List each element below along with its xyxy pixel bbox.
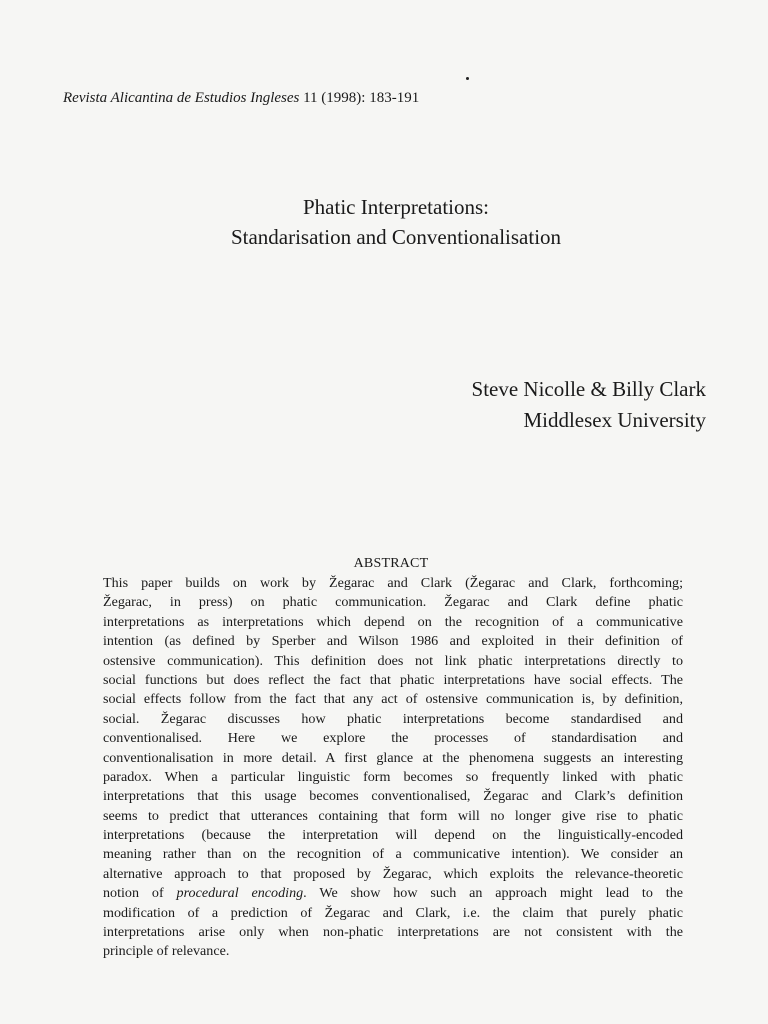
abstract-line-procedural	[103, 884, 683, 903]
scan-speck	[466, 77, 469, 80]
abstract-line: seems to predict that utterances containing that form will no longer give rise to phatic	[103, 807, 683, 824]
abstract-line: social. Žegarac discusses how phatic interpretations become standardised and	[103, 710, 683, 727]
abstract-line: This paper builds on work by Žegarac and Clark (Žegarac and Clark, forthcoming;	[103, 575, 683, 591]
abstract-heading	[0, 556, 768, 572]
abstract-line: modification of a prediction of Žegarac and Clark, i.e. the claim that purely phatic	[103, 904, 683, 921]
author-names: Steve Nicolle & Billy Clark	[471, 377, 706, 401]
abstract-line: ostensive communication). This definition does not link phatic interpretations directly to	[103, 652, 683, 669]
author-affiliation: Middlesex University	[523, 408, 706, 432]
abstract-line: Žegarac, in press) on phatic communication. Žegarac and Clark define phatic	[103, 594, 683, 611]
abstract-line: paradox. When a particular linguistic form becomes so frequently linked with phatic	[103, 768, 683, 785]
abstract-line: intention (as defined by Sperber and Wilson 1986 and exploited in their definition of	[103, 633, 683, 650]
abstract-line: conventionalised. Here we explore the processes of standardisation and	[103, 730, 683, 747]
author-block	[472, 374, 706, 436]
title-line-2: Standarisation and Conventionalisation	[230, 225, 562, 249]
abstract-line: interpretations (because the interpretation will depend on the linguistically-encoded	[103, 827, 683, 844]
abstract-heading-text: ABSTRACT	[353, 556, 429, 571]
abstract-line: social functions but does reflect the fact that phatic interpretations have social effects. The	[103, 671, 683, 688]
abstract-line: conventionalisation in more detail. A first glance at the phenomena suggests an interesting	[103, 749, 683, 766]
abstract-line: meaning rather than on the recognition of a communicative intention). We consider an	[103, 846, 683, 863]
abstract-text: notion of	[103, 885, 177, 902]
journal-name: Revista Alicantina de Estudios Ingleses	[63, 90, 300, 106]
abstract-line: alternative approach to that proposed by Žegarac, which exploits the relevance-theoretic	[103, 865, 683, 882]
abstract-body	[103, 574, 683, 962]
emphasized-term: procedural encoding	[176, 885, 304, 902]
abstract-line: interpretations that this usage becomes conventionalised, Žegarac and Clark’s definition	[103, 788, 683, 805]
abstract-line: principle of relevance.	[103, 943, 230, 960]
title-line-1: Phatic Interpretations:	[302, 195, 490, 219]
abstract-line: social effects follow from the fact that any act of ostensive communication is, by definition,	[103, 691, 683, 708]
abstract-text: . We show how such an approach might lead to the	[303, 885, 683, 902]
journal-volume-pages: 11 (1998): 183-191	[299, 90, 420, 106]
abstract-line: interpretations as interpretations which depend on the recognition of a communicative	[103, 613, 683, 630]
journal-citation	[63, 90, 419, 107]
paper-title	[0, 192, 768, 252]
abstract-line: interpretations arise only when non-phatic interpretations are not consistent with the	[103, 924, 683, 941]
